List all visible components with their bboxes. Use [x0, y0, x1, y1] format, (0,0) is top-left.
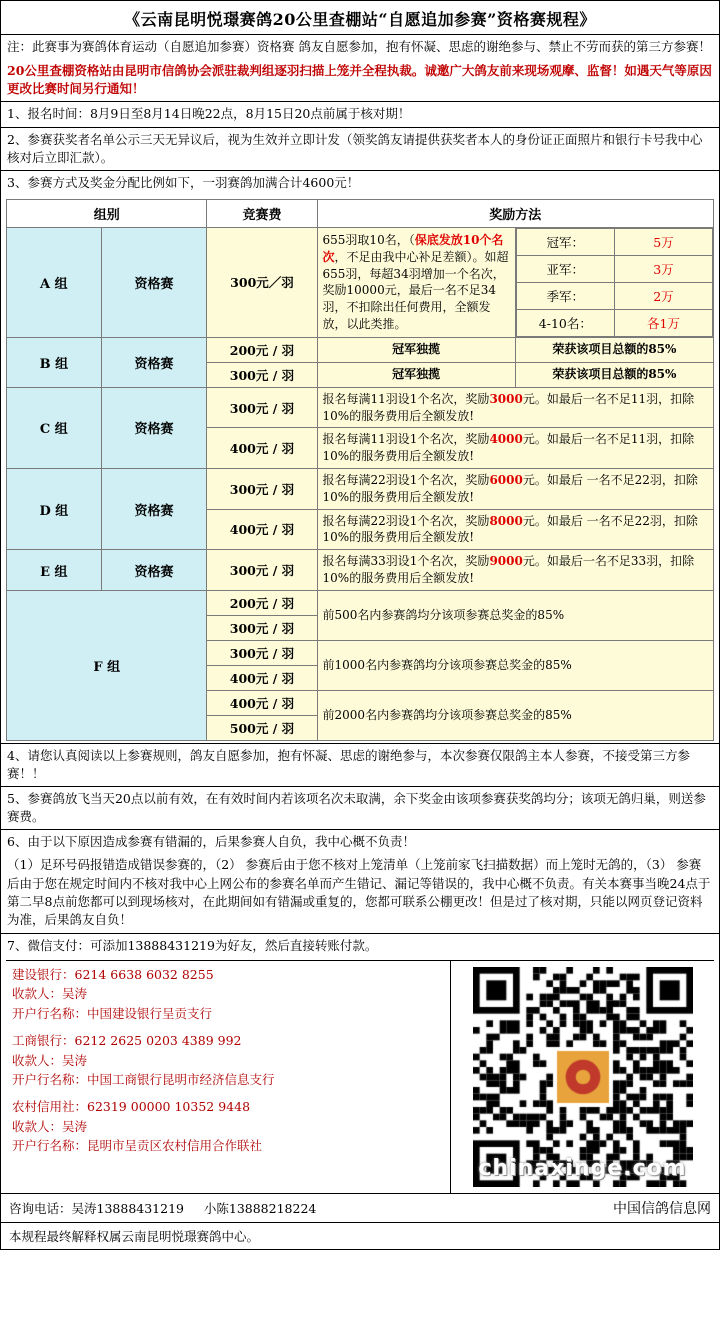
table-row-group-d-1 — [7, 469, 714, 510]
fee-f-4: 400元 / 羽 — [207, 665, 317, 690]
footer-left — [9, 1199, 316, 1217]
bank-3-payee: 收款人：吴涛 — [12, 1118, 88, 1134]
method-a — [317, 227, 515, 337]
table-row-group-b-1 — [7, 337, 714, 362]
header-fee: 竞赛费 — [207, 199, 317, 227]
method-c-2-pre: 报名每满11羽设1个名次，奖励 — [322, 432, 490, 447]
bank-3-number: 农村信用社：62319 00000 10352 9448 — [12, 1099, 251, 1115]
method-e-1-post: 元。如最后一名不足33羽，扣除10%的服务费用后全额发放! — [322, 554, 695, 586]
fee-f-2: 300元 / 羽 — [207, 615, 317, 640]
fee-d-1: 300元 / 羽 — [207, 469, 317, 510]
rule-item-6-sub: （1）足环号码报错造成错误参赛的，（2） 参赛后由于您不核对上笼清单（上笼前家飞扫描数据）而上笼时无鸽的，（3） 参赛后由于您在规定时间内不核对我中心上网公布的参赛名单而产生错记、漏记等错误的，我中心概不负责。有关本赛事当晚24点于第二早8点前您都可以到现场核对，在此期间如有错漏或重复的，您都可联系公棚更改！但是过了核对期，只能以网页登记资料为准，后果鸽友自负！ — [7, 857, 711, 927]
footer-contacts — [1, 1193, 719, 1222]
contact-2: 小陈13888218224 — [203, 1201, 317, 1217]
award-f-1: 前500名内参赛鸽均分该项参赛总奖金的85% — [317, 590, 713, 640]
method-d-2-pre: 报名每满22羽设1个名次，奖励 — [322, 513, 490, 528]
method-d-1-post: 元。如最后 一名不足22羽，扣除10%的服务费用后全额发放! — [322, 473, 698, 504]
method-c-1-pre: 报名每满11羽设1个名次，奖励 — [322, 391, 490, 406]
method-c-1-post: 元。如最后一名不足11羽，扣除10%的服务费用后全额发放! — [322, 391, 695, 423]
award-f-2: 前1000名内参赛鸽均分该项参赛总奖金的85% — [317, 640, 713, 690]
method-c-2-post: 元。如最后一名不足11羽，扣除10%的服务费用后全额发放! — [322, 432, 695, 464]
method-c-1-amount: 3000 — [489, 391, 523, 406]
prize-label-second: 亚军： — [516, 255, 614, 282]
consult-label: 咨询电话： — [9, 1201, 72, 1217]
award-f-3: 前2000名内参赛鸽均分该项参赛总奖金的85% — [317, 690, 713, 740]
method-d-1-pre: 报名每满22羽设1个名次，奖励 — [322, 473, 490, 488]
contact-1: 吴涛13888431219 — [71, 1201, 184, 1217]
bank-3-branch: 开户行名称：昆明市呈贡区农村信用合作联社 — [12, 1138, 263, 1154]
method-b-2: 冠军独揽 — [317, 362, 515, 387]
qualify-label-a: 资格赛 — [101, 227, 207, 337]
fee-b-1: 200元 / 羽 — [207, 337, 317, 362]
table-row-group-c-1 — [7, 387, 714, 428]
prize-row — [516, 309, 712, 336]
table-row-group-f-1 — [7, 590, 714, 615]
bank-2-number: 工商银行：6212 2625 0203 4389 992 — [12, 1033, 242, 1049]
method-e-1-amount: 9000 — [489, 554, 523, 569]
intro-item-3: 3、参赛方式及奖金分配比例如下，一羽赛鸽加满合计4600元！ — [7, 174, 360, 190]
header-method: 奖励方法 — [317, 199, 713, 227]
rule-item-4: 4、请您认真阅读以上参赛规则，鸽友自愿参加，抱有怀凝、思虑的谢绝参与，本次参赛仅限鸽主本人参赛，不接受第三方参赛！！ — [7, 747, 690, 781]
group-label-a: A 组 — [7, 227, 102, 337]
fee-e-1: 300元 / 羽 — [207, 550, 317, 591]
table-header-row — [7, 199, 714, 227]
intro-item-1: 1、报名时间：8月9日至8月14日晚22点，8月15日20点前属于核对期！ — [7, 106, 411, 122]
method-c-2 — [317, 428, 713, 469]
bank-1-number: 建设银行：6214 6638 6032 8255 — [12, 967, 214, 983]
rule-item-7: 7、微信支付：可添加13888431219为好友，然后直接转账付款。 — [7, 937, 378, 953]
fee-d-2: 400元 / 羽 — [207, 509, 317, 550]
site-name: 中国信鸽信息网 — [613, 1201, 711, 1218]
group-label-d: D 组 — [7, 469, 102, 550]
method-e-1 — [317, 550, 713, 591]
fee-f-5: 400元 / 羽 — [207, 690, 317, 715]
qualify-label-b: 资格赛 — [101, 337, 207, 387]
fee-a: 300元／羽 — [207, 227, 317, 337]
qr-area — [451, 961, 714, 1193]
prize-row — [516, 282, 712, 309]
method-d-2-post: 元。如最后 一名不足22羽，扣除10%的服务费用后全额发放! — [322, 513, 698, 545]
bank-2-branch: 开户行名称：中国工商银行昆明市经济信息支行 — [12, 1071, 275, 1087]
fee-c-2: 400元 / 羽 — [207, 428, 317, 469]
method-c-2-amount: 4000 — [489, 432, 523, 447]
bank-1-branch: 开户行名称：中国建设银行呈贡支行 — [12, 1005, 213, 1021]
qualify-label-e: 资格赛 — [101, 550, 207, 591]
method-a-p2: 保底发放10个名次 — [322, 232, 504, 264]
table-row-group-a — [7, 227, 714, 337]
method-c-1 — [317, 387, 713, 428]
rule-item-5: 5、参赛鸽放飞当天20点以前有效，在有效时间内若该项名次未取满，余下奖金由该项参赛获奖鸽均分；该项无鸽归巢，则送参赛费。 — [7, 791, 706, 825]
prize-row — [516, 255, 712, 282]
group-label-b: B 组 — [7, 337, 102, 387]
intro-item-2: 2、参赛获奖者名单公示三天无异议后，视为生效并立即计发（领奖鸽友请提供获奖者本人的身份证正面照片和银行卡号我中心核对后立即汇款）。 — [7, 131, 703, 165]
wechat-qr-code[interactable] — [473, 967, 693, 1187]
method-e-1-pre: 报名每满33羽设1个名次，奖励 — [322, 554, 490, 569]
prize-table — [6, 199, 714, 741]
method-d-1 — [317, 469, 713, 510]
table-row-group-e — [7, 550, 714, 591]
method-b-1: 冠军独揽 — [317, 337, 515, 362]
method-d-2-amount: 8000 — [489, 513, 523, 528]
fee-b-2: 300元 / 羽 — [207, 362, 317, 387]
payment-section — [6, 960, 714, 1193]
footer-final-note: 本规程最终解释权属云南昆明悦璟赛鸽中心。 — [1, 1222, 719, 1249]
watermark-text: chinaxinge.com — [478, 1156, 687, 1182]
qualify-label-d: 资格赛 — [101, 469, 207, 550]
prize-label-champion: 冠军： — [516, 228, 614, 255]
prize-label-4-10: 4-10名： — [516, 309, 614, 336]
fee-c-1: 300元 / 羽 — [207, 387, 317, 428]
method-a-p1: 655羽取10名，（ — [322, 232, 415, 247]
prize-list-a — [515, 227, 713, 337]
prize-value-champion: 5万 — [614, 228, 712, 255]
qualify-label-c: 资格赛 — [101, 387, 207, 468]
bank-2-payee: 收款人：吴涛 — [12, 1052, 88, 1068]
bank-1-payee: 收款人：吴涛 — [12, 986, 88, 1002]
group-label-e: E 组 — [7, 550, 102, 591]
prize-value-third: 2万 — [614, 282, 712, 309]
bank-accounts — [6, 961, 451, 1193]
intro-note-2: 20公里查棚资格站由昆明市信鸽协会派驻裁判组逐羽扫描上笼并全程执裁。诚邀广大鸽友前来现场观摩、监督！如遇天气等原因更改比赛时间另行通知！ — [7, 63, 712, 97]
prize-value-second: 3万 — [614, 255, 712, 282]
prize-label-third: 季军： — [516, 282, 614, 309]
method-d-2 — [317, 509, 713, 550]
header-group: 组别 — [7, 199, 207, 227]
award-b-2: 荣获该项目总额的85% — [515, 362, 713, 387]
page-title: 《云南昆明悦璟赛鸽20公里查棚站“自愿追加参赛”资格赛规程》 — [124, 10, 596, 29]
award-b-1: 荣获该项目总额的85% — [515, 337, 713, 362]
rule-item-6: 6、由于以下原因造成参赛有错漏的，后果参赛人自负，我中心概不负责！ — [7, 834, 415, 850]
fee-f-3: 300元 / 羽 — [207, 640, 317, 665]
group-label-c: C 组 — [7, 387, 102, 468]
prize-row — [516, 228, 712, 255]
fee-f-1: 200元 / 羽 — [207, 590, 317, 615]
method-d-1-amount: 6000 — [489, 473, 523, 488]
fee-f-6: 500元 / 羽 — [207, 715, 317, 740]
prize-value-4-10: 各1万 — [614, 309, 712, 336]
group-label-f: F 组 — [7, 590, 207, 740]
intro-note-1: 注：此赛事为赛鸽体育运动（自愿追加参赛）资格赛 鸽友自愿参加，抱有怀凝、思虑的谢绝参与、禁止不劳而获的第三方参赛！ — [7, 39, 711, 54]
method-a-p3: ，不足由我中心补足差额）。如超655羽，每超34羽增加一个名次，奖励10000元，最后一名不足34羽，不扣除出任何费用，全额发放，以此类推。 — [322, 249, 509, 331]
